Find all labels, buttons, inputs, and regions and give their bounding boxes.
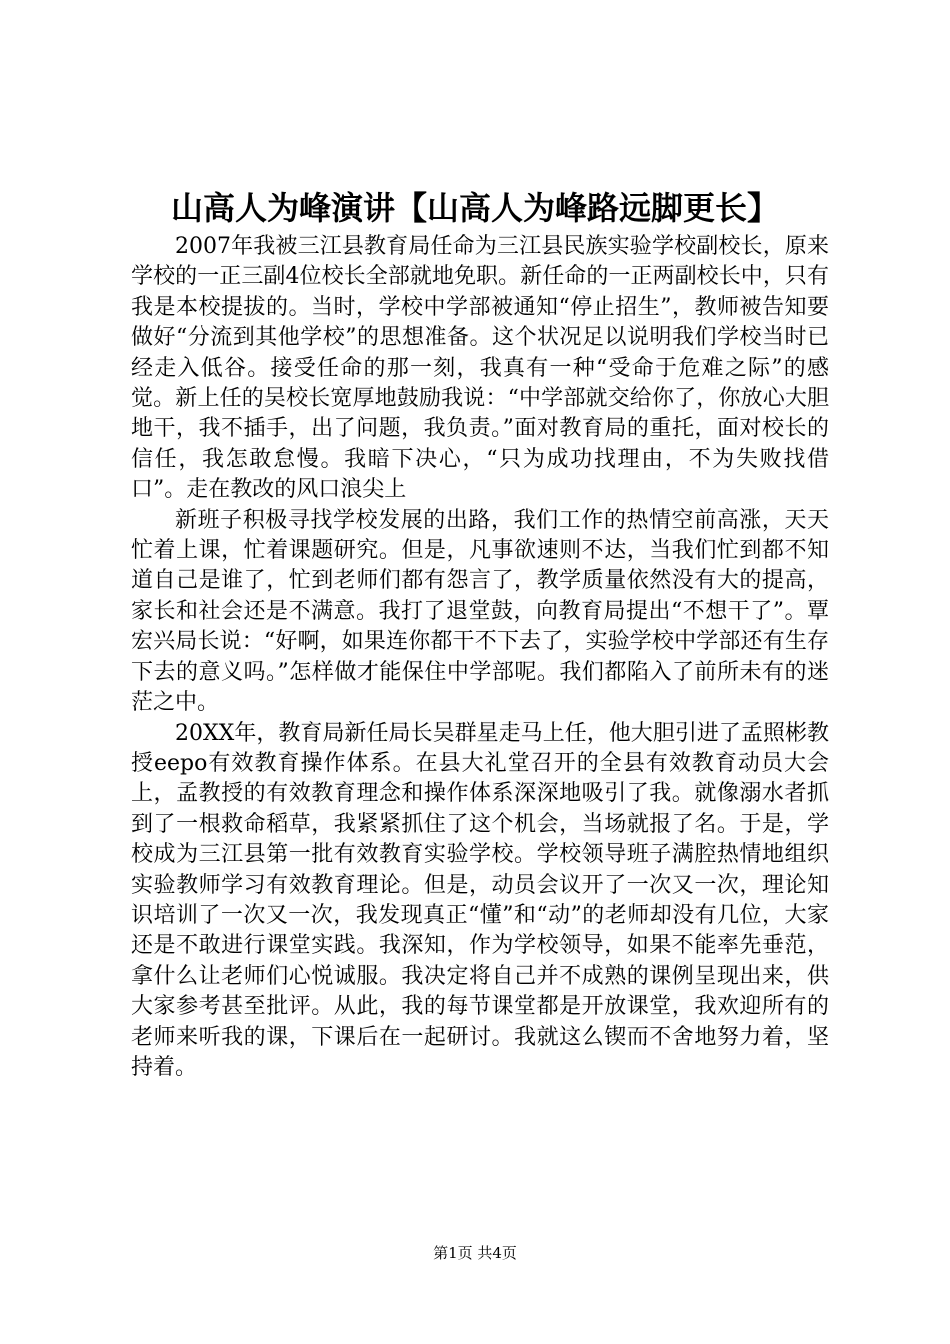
paragraph-2: 新班子积极寻找学校发展的出路，我们工作的热情空前高涨，天天忙着上课，忙着课题研究。但是，凡事欲速则不达，当我们忙到都不知道自己是谁了，忙到老师们都有怨言了，教学质量依然没有大的提高，家长和社会还是不满意。我打了退堂鼓，向教育局提出“不想干了”。覃宏兴局长说：“好啊，如果连你都干不下去了，实验学校中学部还有生存下去的意义吗。”怎样做才能保住中学部呢。我们都陷入了前所未有的迷茫之中。 <box>131 507 829 716</box>
document-body <box>131 232 829 1083</box>
paragraph-1: 2007年我被三江县教育局任命为三江县民族实验学校副校长，原来学校的一正三副4位校长全部就地免职。新任命的一正两副校长中，只有我是本校提拔的。当时，学校中学部被通知“停止招生”，教师被告知要做好“分流到其他学校”的思想准备。这个状况足以说明我们学校当时已经走入低谷。接受任命的那一刻，我真有一种“受命于危难之际”的感觉。新上任的吴校长宽厚地鼓励我说：“中学部就交给你了，你放心大胆地干，我不插手，出了问题，我负责。”面对教育局的重托，面对校长的信任，我怎敢怠慢。我暗下决心，“只为成功找理由，不为失败找借口”。走在教改的风口浪尖上 <box>131 234 829 503</box>
document-title: 山高人为峰演讲【山高人为峰路远脚更长】 <box>170 189 779 227</box>
page-footer: 第1页 共4页 <box>433 1244 517 1262</box>
paragraph-3: 20XX年，教育局新任局长吴群星走马上任，他大胆引进了孟照彬教授eepo有效教育操作体系。在县大礼堂召开的全县有效教育动员大会上，孟教授的有效教育理念和操作体系深深地吸引了我。就像溺水者抓到了一根救命稻草，我紧紧抓住了这个机会，当场就报了名。于是，学校成为三江县第一批有效教育实验学校。学校领导班子满腔热情地组织实验教师学习有效教育理论。但是，动员会议开了一次又一次，理论知识培训了一次又一次，我发现真正“懂”和“动”的老师却没有几位，大家还是不敢进行课堂实践。我深知，作为学校领导，如果不能率先垂范，拿什么让老师们心悦诚服。我决定将自己并不成熟的课例呈现出来，供大家参考甚至批评。从此，我的每节课堂都是开放课堂，我欢迎所有的老师来听我的课，下课后在一起研讨。我就这么锲而不舍地努力着，坚持着。 <box>131 720 829 1080</box>
